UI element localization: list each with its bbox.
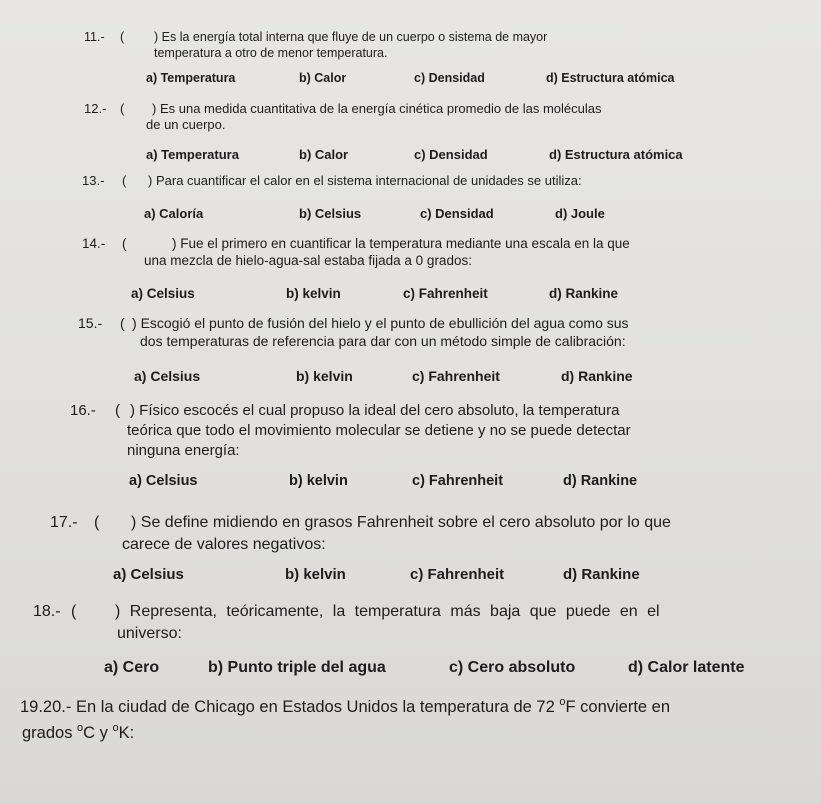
question-text: Fue el primero en cuantificar la temperatura mediante una escala en la que — [180, 236, 630, 251]
degree-symbol: o — [77, 722, 84, 734]
question-text: Es la energía total interna que fluye de un cuerpo o sistema de mayor — [161, 30, 548, 44]
option-c[interactable]: c) Densidad — [420, 206, 494, 221]
answer-blank[interactable]: ( — [71, 603, 77, 620]
question-number: 17.- — [50, 514, 78, 531]
option-a[interactable]: a) Celsius — [131, 286, 195, 301]
question-text: Para cuantificar el calor en el sistema internacional de unidades se utiliza: — [155, 173, 582, 188]
option-d[interactable]: d) Rankine — [563, 566, 640, 583]
question-text: universo: — [117, 625, 182, 642]
option-c[interactable]: c) Fahrenheit — [403, 286, 488, 301]
option-d[interactable]: d) Joule — [555, 206, 605, 221]
option-c[interactable]: c) Fahrenheit — [412, 473, 504, 489]
option-c[interactable]: c) Densidad — [414, 147, 488, 162]
question-number: 14.- — [82, 236, 106, 251]
option-b[interactable]: b) Calor — [299, 147, 349, 162]
question-text: F convierte en — [565, 698, 671, 716]
question-number: 12.- — [84, 101, 107, 116]
question-19-20 — [20, 694, 670, 746]
question-text: ninguna energía: — [127, 442, 240, 459]
answer-blank[interactable]: ( — [120, 315, 125, 331]
option-c[interactable]: c) Fahrenheit — [412, 368, 500, 384]
option-a[interactable]: a) Temperatura — [146, 71, 236, 85]
question-text: Representa, teóricamente, la temperatura más baja que puede en el — [129, 603, 660, 620]
degree-symbol: o — [112, 722, 119, 734]
question-text: una mezcla de hielo-agua-sal estaba fijada a 0 grados: — [144, 253, 472, 268]
option-a[interactable]: a) Celsius — [113, 566, 184, 583]
option-d[interactable]: d) Rankine — [561, 368, 633, 384]
question-number: 11.- — [84, 30, 105, 44]
option-d[interactable]: d) Estructura atómica — [549, 147, 683, 162]
option-b[interactable]: b) kelvin — [285, 566, 346, 583]
option-c[interactable]: c) Cero absoluto — [449, 659, 576, 676]
answer-blank[interactable]: ( — [122, 173, 127, 188]
option-d[interactable]: d) Calor latente — [628, 659, 745, 676]
option-b[interactable]: b) Celsius — [299, 206, 362, 221]
answer-blank[interactable]: ( — [120, 30, 125, 44]
question-text: teórica que todo el movimiento molecular se detiene y no se puede detectar — [127, 422, 631, 439]
option-d[interactable]: d) Rankine — [549, 286, 619, 301]
option-a[interactable]: a) Celsius — [129, 473, 198, 489]
option-a[interactable]: a) Celsius — [134, 368, 201, 384]
question-text: C y — [83, 724, 108, 742]
answer-blank[interactable]: ( — [120, 101, 125, 116]
answer-blank[interactable]: ( — [122, 236, 127, 251]
answer-blank[interactable]: ( — [94, 514, 100, 531]
question-text: dos temperaturas de referencia para dar con un método simple de calibración: — [140, 333, 626, 349]
question-text: Se define midiendo en grasos Fahrenheit sobre el cero absoluto por lo que — [140, 514, 671, 531]
question-text: Físico escocés el cual propuso la ideal del cero absoluto, la temperatura — [139, 402, 620, 419]
option-a[interactable]: a) Temperatura — [146, 147, 239, 162]
option-a[interactable]: a) Caloría — [144, 206, 204, 221]
option-b[interactable]: b) kelvin — [286, 286, 341, 301]
option-d[interactable]: d) Estructura atómica — [546, 71, 675, 85]
option-b[interactable]: b) Calor — [299, 71, 347, 85]
option-b[interactable]: b) kelvin — [289, 473, 348, 489]
answer-blank[interactable]: ( — [115, 402, 120, 419]
option-c[interactable]: c) Fahrenheit — [410, 566, 505, 583]
question-text: carece de valores negativos: — [122, 536, 326, 553]
question-number: 13.- — [82, 173, 105, 188]
question-text: Es una medida cuantitativa de la energía cinética promedio de las moléculas — [159, 101, 602, 116]
question-text: grados — [22, 724, 73, 742]
question-number: 15.- — [78, 315, 103, 331]
option-d[interactable]: d) Rankine — [563, 473, 638, 489]
question-number: 16.- — [70, 402, 96, 419]
option-a[interactable]: a) Cero — [104, 659, 160, 676]
question-text: temperatura a otro de menor temperatura. — [154, 46, 388, 60]
question-text: de un cuerpo. — [146, 117, 226, 132]
question-number: 18.- — [33, 603, 61, 620]
question-text: 19.20.- En la ciudad de Chicago en Estados Unidos la temperatura de 72 — [20, 698, 555, 716]
option-b[interactable]: b) kelvin — [296, 368, 353, 384]
question-text: K: — [118, 724, 135, 742]
degree-symbol: o — [559, 696, 566, 708]
option-b[interactable]: b) Punto triple del agua — [208, 659, 386, 676]
question-text: Escogió el punto de fusión del hielo y el punto de ebullición del agua como sus — [140, 315, 629, 331]
option-c[interactable]: c) Densidad — [414, 71, 485, 85]
